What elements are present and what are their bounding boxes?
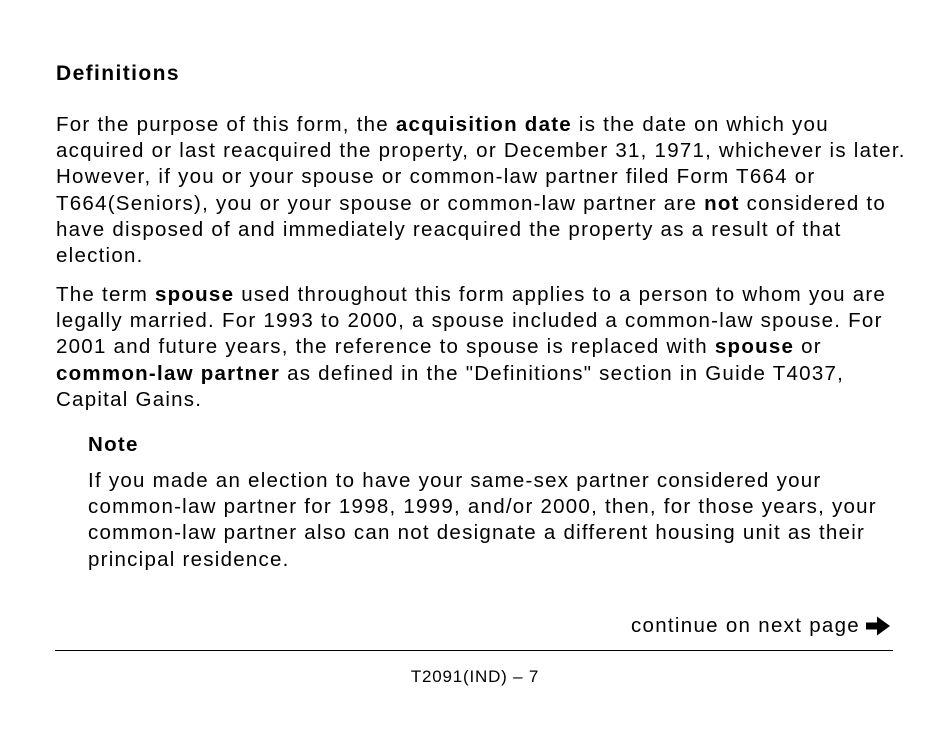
paragraph-text: is the date on which you acquired or last reacquired the property, or December 31, 1971, whichever is later. However, if you or your spouse or common-law partner filed Form T664 or T664(Seniors), you or your spouse or common-law partner are xyxy=(56,113,906,215)
bold-term-not: not xyxy=(704,191,740,215)
continue-on-next-page-link[interactable] xyxy=(631,614,892,638)
paragraph-spouse-definition xyxy=(56,282,906,413)
bold-term-acquisition-date: acquisition date xyxy=(395,113,572,136)
bold-term-spouse-2: spouse xyxy=(714,335,795,359)
note-body: If you made an election to have your same-sex partner considered your common-law partner for 1998, 1999, and/or 2000, then, for those years, your common-law partner also can not designate a different housing unit as their principal residence. xyxy=(88,469,877,571)
footer-divider xyxy=(55,650,893,651)
paragraph-text: or xyxy=(794,335,822,359)
paragraph-text: The term xyxy=(56,283,155,306)
paragraph-text: considered to have disposed of and immediately reacquired the property as a result of that election. xyxy=(56,191,887,268)
continue-label: continue on next page xyxy=(630,614,860,637)
arrow-right-icon xyxy=(864,614,892,638)
page-footer-form-number: T2091(IND) – 7 xyxy=(410,667,540,686)
paragraph-text: as defined in the "Definitions" section in Guide T4037, Capital Gains. xyxy=(56,361,845,411)
paragraph-text: For the purpose of this form, the xyxy=(56,113,396,136)
section-heading: Definitions xyxy=(56,62,180,85)
bold-term-common-law-partner: common-law partner xyxy=(56,361,281,385)
paragraph-text: used throughout this form applies to a person to whom you are legally married. For 1993 to 2000, a spouse included a common-law spouse. For 2001 and future years, the reference to spouse is replaced with xyxy=(56,283,887,359)
note-heading: Note xyxy=(88,433,139,456)
paragraph-acquisition-date xyxy=(56,112,906,269)
bold-term-spouse: spouse xyxy=(154,283,235,306)
